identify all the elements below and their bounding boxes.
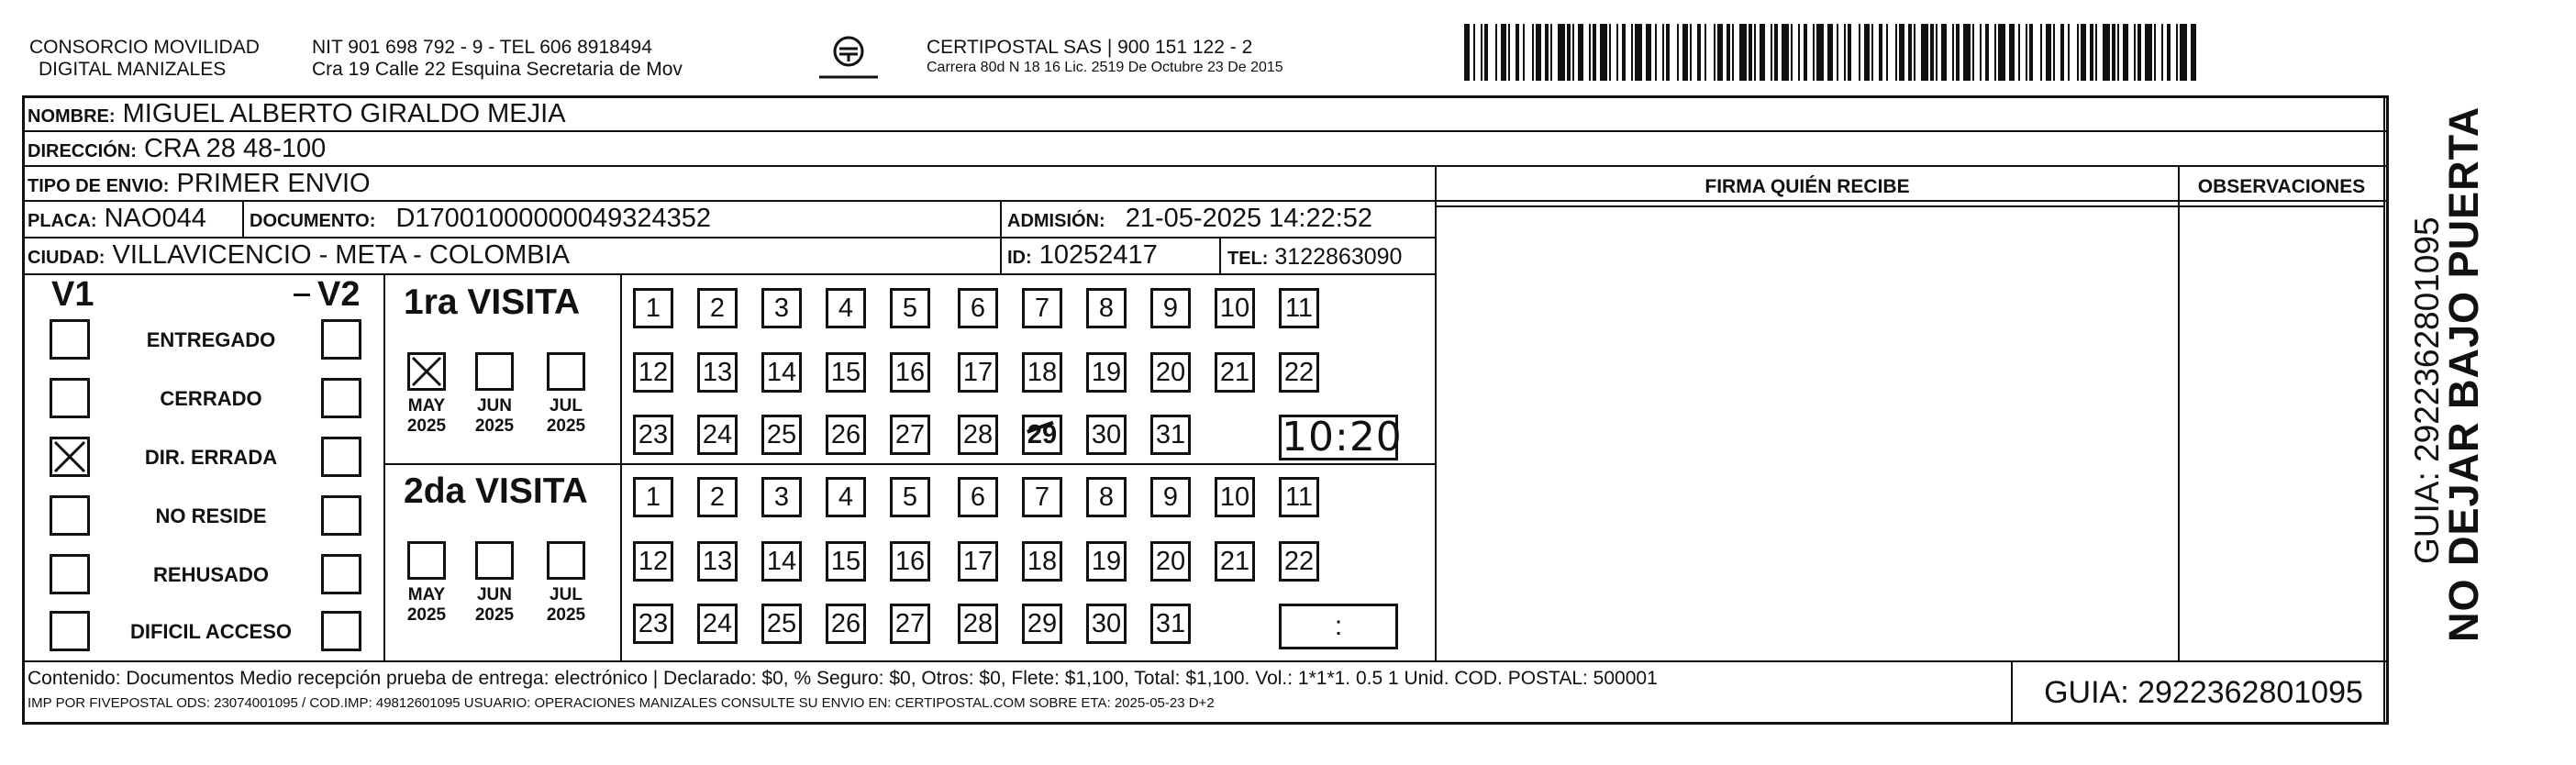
visit2-month-checkbox[interactable]: [475, 541, 514, 580]
visit1-month-label: JUN 2025: [474, 396, 515, 436]
v2-checkbox[interactable]: [321, 437, 361, 477]
visit1-day-11[interactable]: 11: [1279, 288, 1319, 328]
visit2-day-17[interactable]: 17: [958, 541, 998, 582]
status-label: DIFICIL ACCESO: [129, 620, 292, 643]
visit1-day-17[interactable]: 17: [958, 352, 998, 393]
visit2-month-label: MAY 2025: [406, 585, 447, 625]
observations-header: OBSERVACIONES: [2197, 176, 2366, 197]
visit1-day-31[interactable]: 31: [1150, 415, 1191, 455]
v1-checkbox[interactable]: [50, 437, 90, 477]
visit2-day-23[interactable]: 23: [633, 604, 673, 644]
shipment-type: TIPO DE ENVIO: PRIMER ENVIO: [28, 169, 371, 198]
visit1-month-checkbox[interactable]: [475, 352, 514, 391]
visit2-day-14[interactable]: 14: [761, 541, 802, 582]
visit2-title: 2da VISITA: [404, 471, 588, 511]
visit2-month-checkbox[interactable]: [547, 541, 585, 580]
checkmark-x-icon: [52, 439, 87, 474]
visit2-day-19[interactable]: 19: [1086, 541, 1127, 582]
v2-checkbox[interactable]: [321, 319, 361, 360]
visit2-day-27[interactable]: 27: [890, 604, 930, 644]
visit1-day-25[interactable]: 25: [761, 415, 802, 455]
visit1-day-3[interactable]: 3: [761, 288, 802, 328]
visit2-day-5[interactable]: 5: [890, 477, 930, 517]
visit1-time-box[interactable]: [1279, 414, 1403, 460]
recipient-name: NOMBRE: MIGUEL ALBERTO GIRALDO MEJIA: [28, 99, 566, 128]
visit1-day-12[interactable]: 12: [633, 352, 673, 393]
visit2-day-10[interactable]: 10: [1215, 477, 1255, 517]
v2-checkbox[interactable]: [321, 378, 361, 418]
v2-checkbox[interactable]: [321, 611, 361, 651]
v1-checkbox[interactable]: [50, 495, 90, 536]
visit1-day-28[interactable]: 28: [958, 415, 998, 455]
visit2-day-21[interactable]: 21: [1215, 541, 1255, 582]
visit1-day-19[interactable]: 19: [1086, 352, 1127, 393]
visit2-day-30[interactable]: 30: [1086, 604, 1127, 644]
city: CIUDAD: VILLAVICENCIO - META - COLOMBIA: [28, 240, 570, 270]
status-label: NO RESIDE: [155, 504, 267, 527]
checkmark-x-icon: [410, 355, 443, 388]
document-number: DOCUMENTO: D17001000000049324352: [250, 204, 711, 233]
v1-checkbox[interactable]: [50, 611, 90, 651]
footer-guia: GUIA: 2922362801095: [2044, 675, 2363, 710]
visit1-day-7[interactable]: 7: [1022, 288, 1062, 328]
visit2-day-22[interactable]: 22: [1279, 541, 1319, 582]
visit1-day-26[interactable]: 26: [826, 415, 866, 455]
admission-date: ADMISIÓN: 21-05-2025 14:22:52: [1007, 204, 1373, 233]
visit2-day-2[interactable]: 2: [697, 477, 738, 517]
visit2-day-8[interactable]: 8: [1086, 477, 1127, 517]
status-label: CERRADO: [160, 387, 262, 410]
visit1-day-21[interactable]: 21: [1215, 352, 1255, 393]
visit1-day-30[interactable]: 30: [1086, 415, 1127, 455]
visit2-day-18[interactable]: 18: [1022, 541, 1062, 582]
footer-print-line: IMP POR FIVEPOSTAL ODS: 23074001095 / COD.IMP: 49812601095 USUARIO: OPERACIONES MANIZALES CONSULTE SU ENVIO EN: CERTIPOSTAL.COM SOBRE ETA: 2025-05-23 D+2: [28, 695, 1215, 711]
barcode: [1464, 24, 2200, 81]
visit2-day-3[interactable]: 3: [761, 477, 802, 517]
certipostal-logo: [812, 35, 885, 83]
visit1-day-27[interactable]: 27: [890, 415, 930, 455]
plate-number: PLACA: NAO044: [28, 204, 206, 233]
v2-checkbox[interactable]: [321, 554, 361, 594]
v1-checkbox[interactable]: [50, 319, 90, 360]
visit2-day-15[interactable]: 15: [826, 541, 866, 582]
visit2-day-13[interactable]: 13: [697, 541, 738, 582]
visit1-month-checkbox[interactable]: [547, 352, 585, 391]
visit1-day-13[interactable]: 13: [697, 352, 738, 393]
recipient-id: ID: 10252417: [1007, 240, 1158, 270]
visit2-day-12[interactable]: 12: [633, 541, 673, 582]
v1-checkbox[interactable]: [50, 554, 90, 594]
visit2-day-28[interactable]: 28: [958, 604, 998, 644]
visit2-day-4[interactable]: 4: [826, 477, 866, 517]
v1-checkbox[interactable]: [50, 378, 90, 418]
status-label: DIR. ERRADA: [144, 446, 278, 469]
visit2-day-29[interactable]: 29: [1022, 604, 1062, 644]
observations-area[interactable]: [2180, 207, 2383, 660]
visit1-day-2[interactable]: 2: [697, 288, 738, 328]
recipient-phone: TEL: 3122863090: [1227, 244, 1403, 270]
visit2-day-20[interactable]: 20: [1150, 541, 1191, 582]
visit2-time-box[interactable]: [1279, 604, 1398, 649]
visit1-day-8[interactable]: 8: [1086, 288, 1127, 328]
no-dejar-bajo-puerta-notice: NO DEJAR BAJO PUERTA: [2440, 105, 2487, 642]
visit2-day-9[interactable]: 9: [1150, 477, 1191, 517]
visit1-day-14[interactable]: 14: [761, 352, 802, 393]
visit2-day-6[interactable]: 6: [958, 477, 998, 517]
visit1-time-value: 10:20: [1282, 414, 1403, 460]
v2-dash: [294, 294, 310, 296]
visit1-month-label: JUL 2025: [546, 396, 586, 436]
visit1-day-29[interactable]: 29: [1022, 415, 1062, 455]
recipient-address: DIRECCIÓN: CRA 28 48-100: [28, 134, 327, 163]
visit1-day-18[interactable]: 18: [1022, 352, 1062, 393]
visit2-day-16[interactable]: 16: [890, 541, 930, 582]
visit1-day-22[interactable]: 22: [1279, 352, 1319, 393]
visit2-day-31[interactable]: 31: [1150, 604, 1191, 644]
status-label: ENTREGADO: [146, 328, 276, 351]
visit2-day-24[interactable]: 24: [697, 604, 738, 644]
visit2-month-checkbox[interactable]: [407, 541, 446, 580]
visit1-day-16[interactable]: 16: [890, 352, 930, 393]
visit1-day-9[interactable]: 9: [1150, 288, 1191, 328]
company-name: CONSORCIO MOVILIDAD DIGITAL MANIZALES: [29, 37, 260, 80]
visit1-day-15[interactable]: 15: [826, 352, 866, 393]
visit1-day-10[interactable]: 10: [1215, 288, 1255, 328]
signature-area[interactable]: [1437, 207, 2176, 660]
visit2-month-label: JUN 2025: [474, 585, 515, 625]
visit2-day-7[interactable]: 7: [1022, 477, 1062, 517]
signature-header: FIRMA QUIÉN RECIBE: [1704, 176, 1910, 197]
visit1-day-20[interactable]: 20: [1150, 352, 1191, 393]
v2-checkbox[interactable]: [321, 495, 361, 536]
visit1-day-23[interactable]: 23: [633, 415, 673, 455]
visit1-title: 1ra VISITA: [404, 283, 581, 322]
status-label: REHUSADO: [153, 563, 269, 586]
footer-content-line: Contenido: Documentos Medio recepción prueba de entrega: electrónico | Declarado: $0, % Seguro: $0, Otros: $0, Flete: $1,100, Total: $1,100. Vol.: 1*1*1. 0.5 1 Unid. COD. POSTAL: 500001: [28, 668, 1658, 689]
visit1-day-24[interactable]: 24: [697, 415, 738, 455]
visit1-day-6[interactable]: 6: [958, 288, 998, 328]
visit2-day-11[interactable]: 11: [1279, 477, 1319, 517]
company-contact: NIT 901 698 792 - 9 - TEL 606 8918494 Cra 19 Calle 22 Esquina Secretaria de Mov: [312, 37, 683, 80]
visit1-day-1[interactable]: 1: [633, 288, 673, 328]
visit1-day-5[interactable]: 5: [890, 288, 930, 328]
visit2-day-1[interactable]: 1: [633, 477, 673, 517]
visit1-day-4[interactable]: 4: [826, 288, 866, 328]
visit1-month-label: MAY 2025: [406, 396, 447, 436]
visit2-day-26[interactable]: 26: [826, 604, 866, 644]
v1-label: V1: [51, 275, 94, 314]
v2-label: V2: [317, 275, 361, 314]
visit1-month-checkbox[interactable]: [407, 352, 446, 391]
side-guia: GUIA: 2922362801095: [2408, 216, 2446, 564]
carrier-info: CERTIPOSTAL SAS | 900 151 122 - 2 Carrera 80d N 18 16 Lic. 2519 De Octubre 23 De 2015: [927, 37, 1283, 75]
visit2-day-25[interactable]: 25: [761, 604, 802, 644]
handwritten-mark-icon: [1027, 421, 1061, 455]
visit2-month-label: JUL 2025: [546, 585, 586, 625]
visit2-time-value: :: [1334, 611, 1343, 641]
